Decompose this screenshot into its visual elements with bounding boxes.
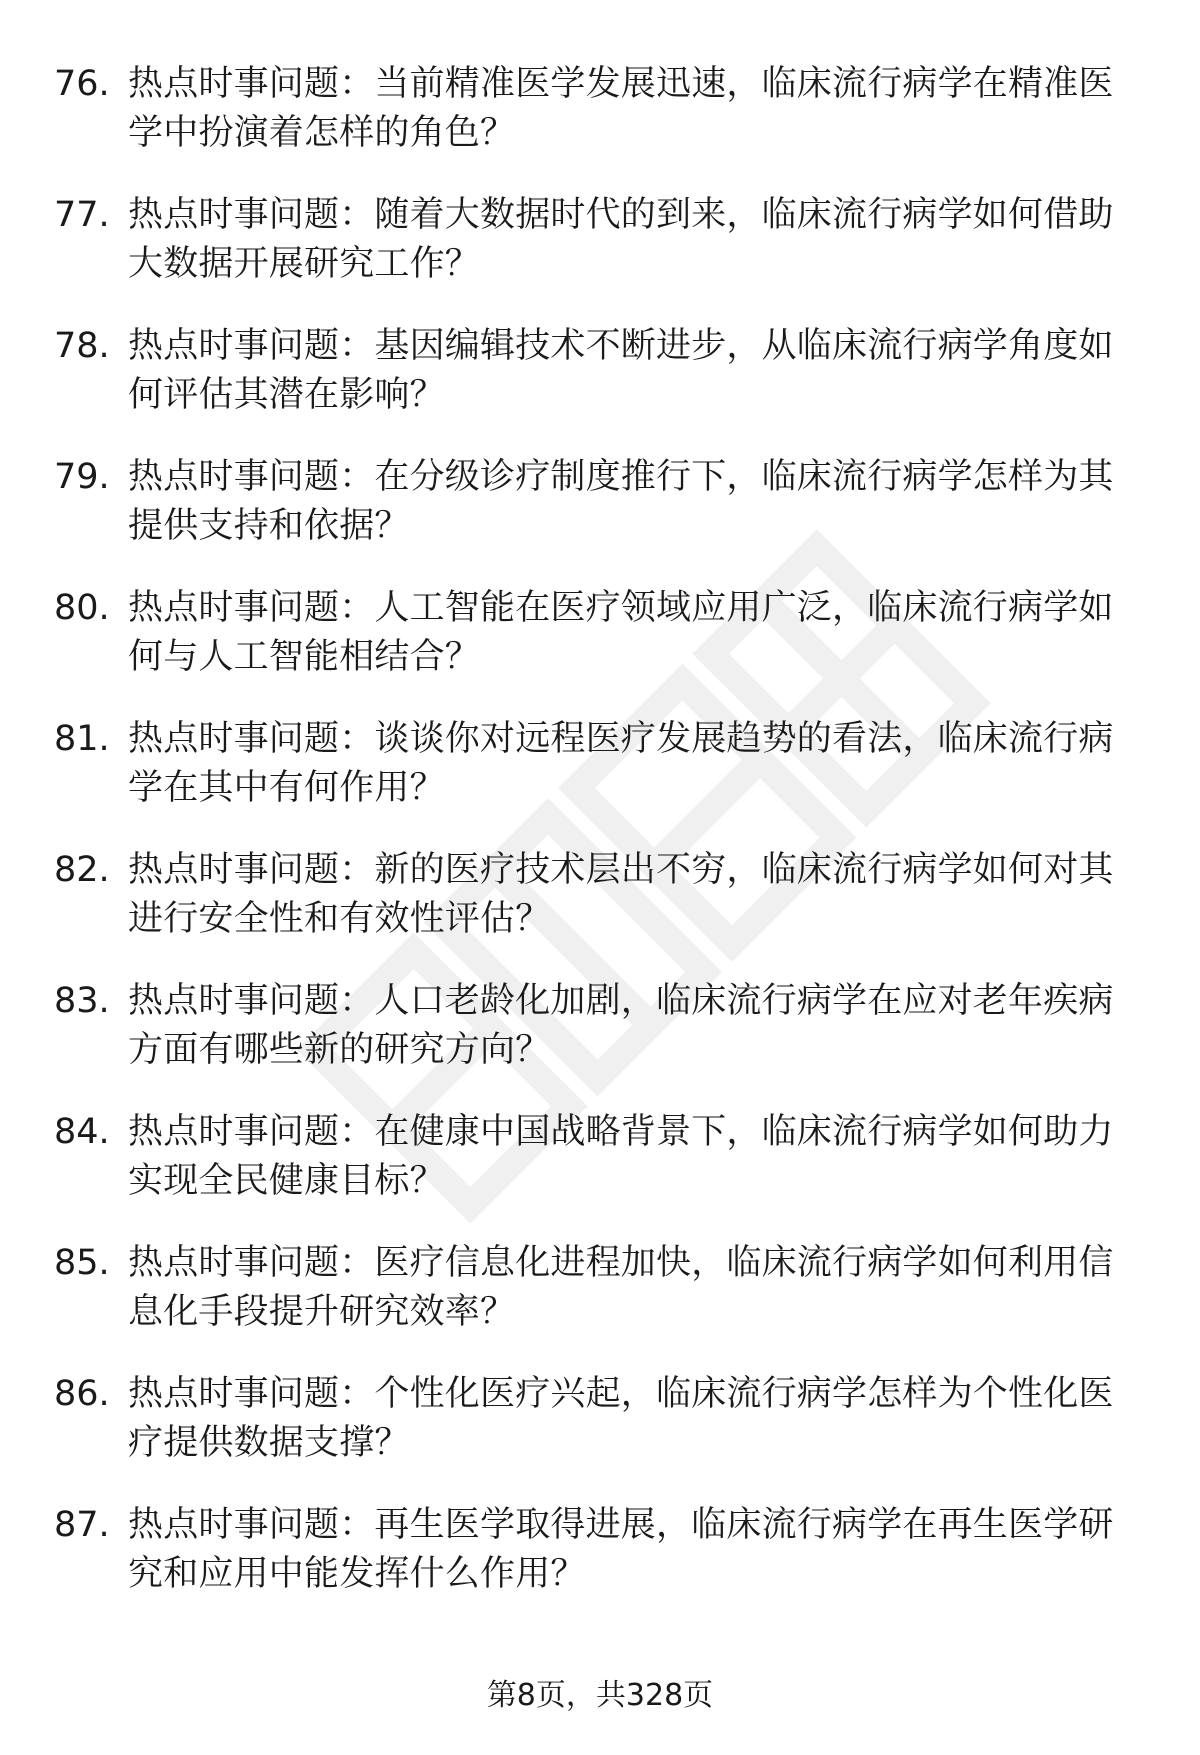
question-number: 84. xyxy=(54,1112,110,1152)
question-item xyxy=(54,584,1146,715)
question-number: 77. xyxy=(54,195,110,235)
question-number: 81. xyxy=(54,719,110,759)
question-text: 热点时事问题：在健康中国战略背景下，临床流行病学如何助力实现全民健康目标？ xyxy=(128,1112,1114,1201)
question-item xyxy=(54,1370,1146,1501)
question-item xyxy=(54,846,1146,977)
question-item xyxy=(54,322,1146,453)
question-text: 热点时事问题：医疗信息化进程加快，临床流行病学如何利用信息化手段提升研究效率？ xyxy=(128,1243,1114,1332)
question-item xyxy=(54,1108,1146,1239)
question-number: 80. xyxy=(54,588,110,628)
question-item xyxy=(54,1501,1146,1632)
question-number: 85. xyxy=(54,1243,110,1283)
question-text: 热点时事问题：再生医学取得进展，临床流行病学在再生医学研究和应用中能发挥什么作用？ xyxy=(128,1505,1114,1594)
question-number: 87. xyxy=(54,1505,110,1545)
question-number: 76. xyxy=(54,64,110,104)
question-text: 热点时事问题：新的医疗技术层出不穷，临床流行病学如何对其进行安全性和有效性评估？ xyxy=(128,850,1114,939)
question-number: 82. xyxy=(54,850,110,890)
question-text: 热点时事问题：在分级诊疗制度推行下，临床流行病学怎样为其提供支持和依据？ xyxy=(128,457,1114,546)
question-item xyxy=(54,191,1146,322)
question-item xyxy=(54,1239,1146,1370)
question-number: 86. xyxy=(54,1374,110,1414)
question-text: 热点时事问题：人口老龄化加剧，临床流行病学在应对老年疾病方面有哪些新的研究方向？ xyxy=(128,981,1114,1070)
question-list xyxy=(54,60,1146,1632)
question-item xyxy=(54,715,1146,846)
question-item xyxy=(54,453,1146,584)
question-text: 热点时事问题：当前精准医学发展迅速，临床流行病学在精准医学中扮演着怎样的角色？ xyxy=(128,64,1114,153)
question-text: 热点时事问题：基因编辑技术不断进步，从临床流行病学角度如何评估其潜在影响？ xyxy=(128,326,1114,415)
question-item xyxy=(54,60,1146,191)
page-footer: 第8页，共328页 xyxy=(486,1678,714,1713)
question-text: 热点时事问题：谈谈你对远程医疗发展趋势的看法，临床流行病学在其中有何作用？ xyxy=(128,719,1114,808)
question-number: 79. xyxy=(54,457,110,497)
question-text: 热点时事问题：随着大数据时代的到来，临床流行病学如何借助大数据开展研究工作？ xyxy=(128,195,1114,284)
question-text: 热点时事问题：人工智能在医疗领域应用广泛，临床流行病学如何与人工智能相结合？ xyxy=(128,588,1114,677)
question-number: 83. xyxy=(54,981,110,1021)
question-number: 78. xyxy=(54,326,110,366)
question-text: 热点时事问题：个性化医疗兴起，临床流行病学怎样为个性化医疗提供数据支撑？ xyxy=(128,1374,1114,1463)
question-item xyxy=(54,977,1146,1108)
